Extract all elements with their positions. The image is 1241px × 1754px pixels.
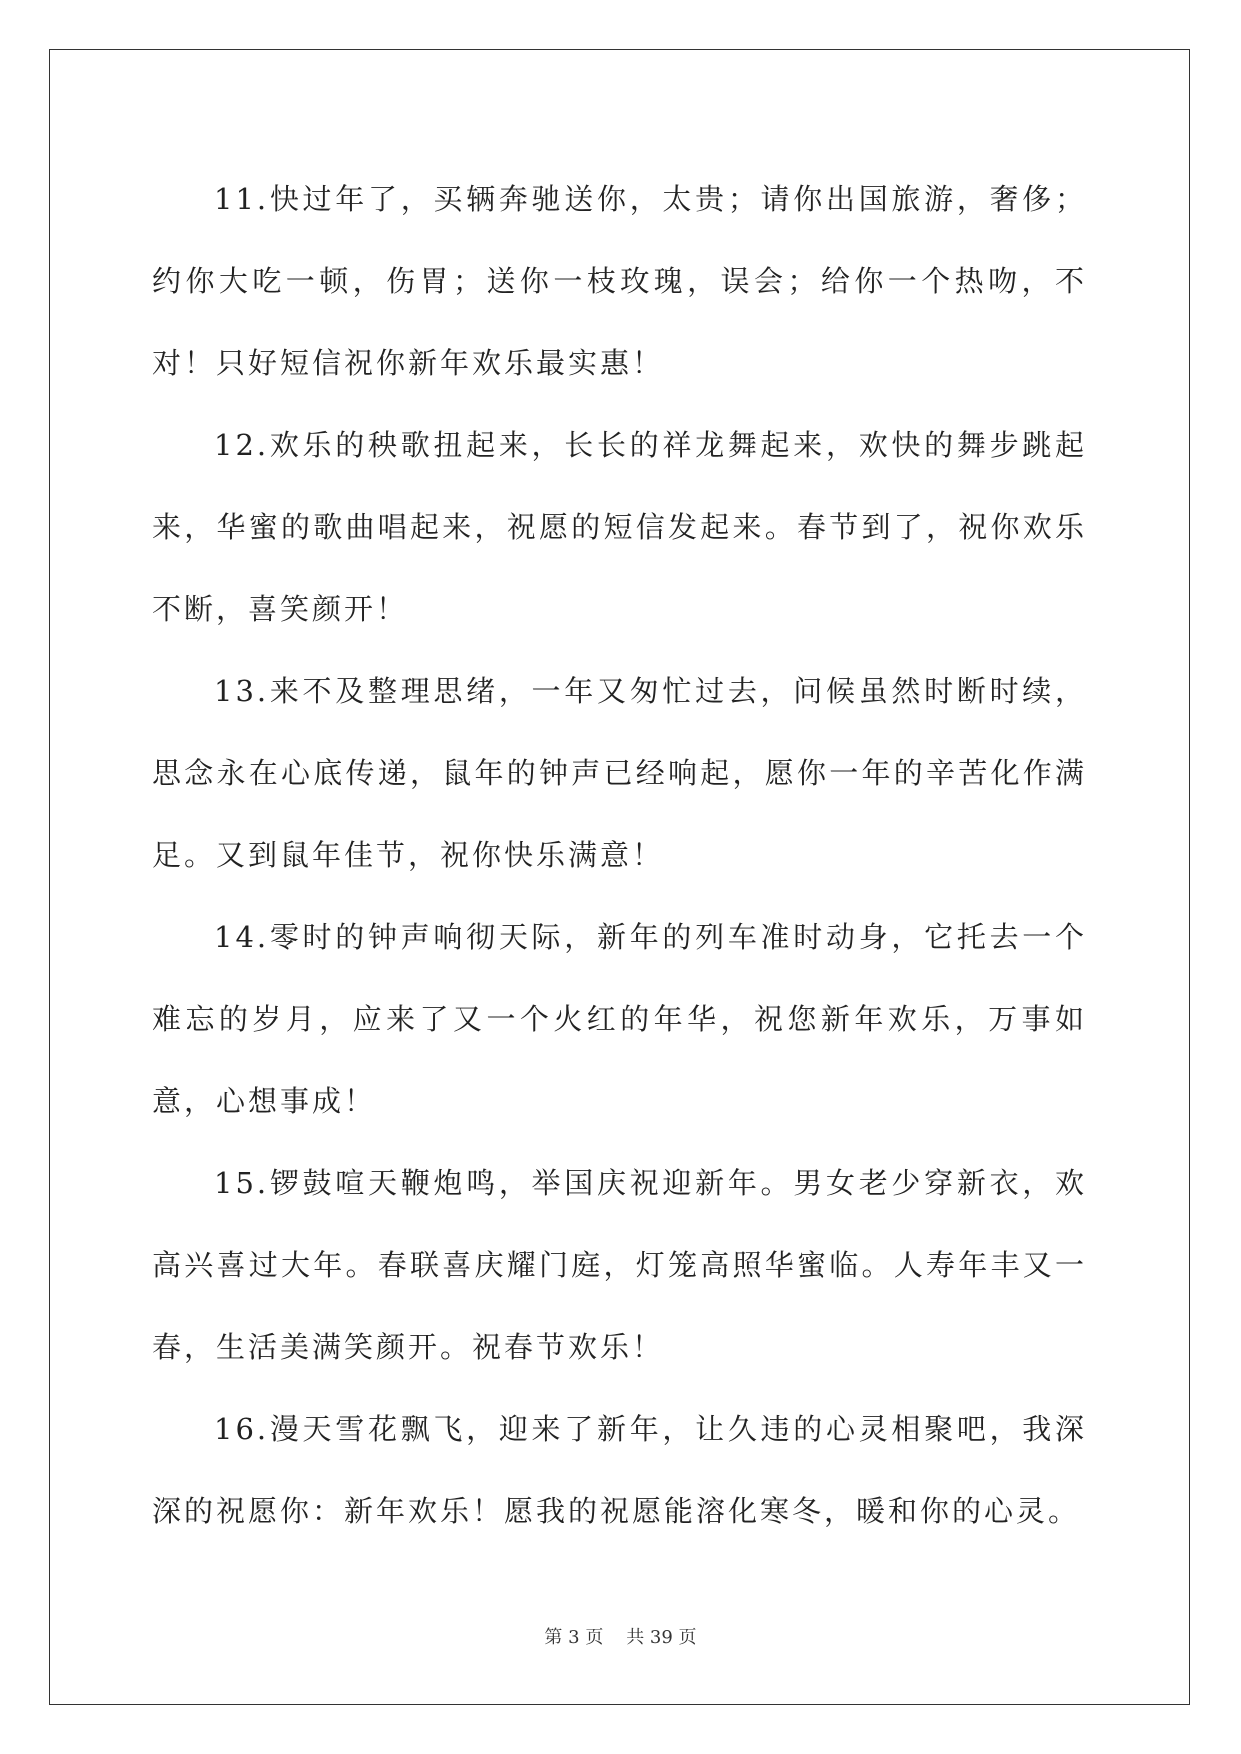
paragraph-14: 14.零时的钟声响彻天际，新年的列车准时动身，它托去一个难忘的岁月，应来了又一个火红的年华，祝您新年欢乐，万事如意，心想事成！ <box>152 920 1087 1118</box>
paragraph-12: 12.欢乐的秧歌扭起来，长长的祥龙舞起来，欢快的舞步跳起来，华蜜的歌曲唱起来，祝愿的短信发起来。春节到了，祝你欢乐不断，喜笑颜开！ <box>152 428 1087 626</box>
paragraph-13: 13.来不及整理思绪，一年又匆忙过去，问候虽然时断时续，思念永在心底传递，鼠年的钟声已经响起，愿你一年的辛苦化作满足。又到鼠年佳节，祝你快乐满意！ <box>152 674 1087 872</box>
paragraph-16: 16.漫天雪花飘飞，迎来了新年，让久违的心灵相聚吧，我深深的祝愿你：新年欢乐！愿我的祝愿能溶化寒冬，暖和你的心灵。 <box>152 1412 1087 1528</box>
paragraph-15: 15.锣鼓喧天鞭炮鸣，举国庆祝迎新年。男女老少穿新衣，欢高兴喜过大年。春联喜庆耀门庭，灯笼高照华蜜临。人寿年丰又一春，生活美满笑颜开。祝春节欢乐！ <box>152 1166 1087 1364</box>
paragraph-11: 11.快过年了，买辆奔驰送你，太贵；请你出国旅游，奢侈；约你大吃一顿，伤胃；送你一枝玫瑰，误会；给你一个热吻，不对！只好短信祝你新年欢乐最实惠！ <box>152 182 1087 380</box>
page-footer <box>0 1623 1241 1649</box>
document-body <box>152 158 1087 1552</box>
page-number: 第 3 页 共 39 页 <box>544 1627 697 1648</box>
